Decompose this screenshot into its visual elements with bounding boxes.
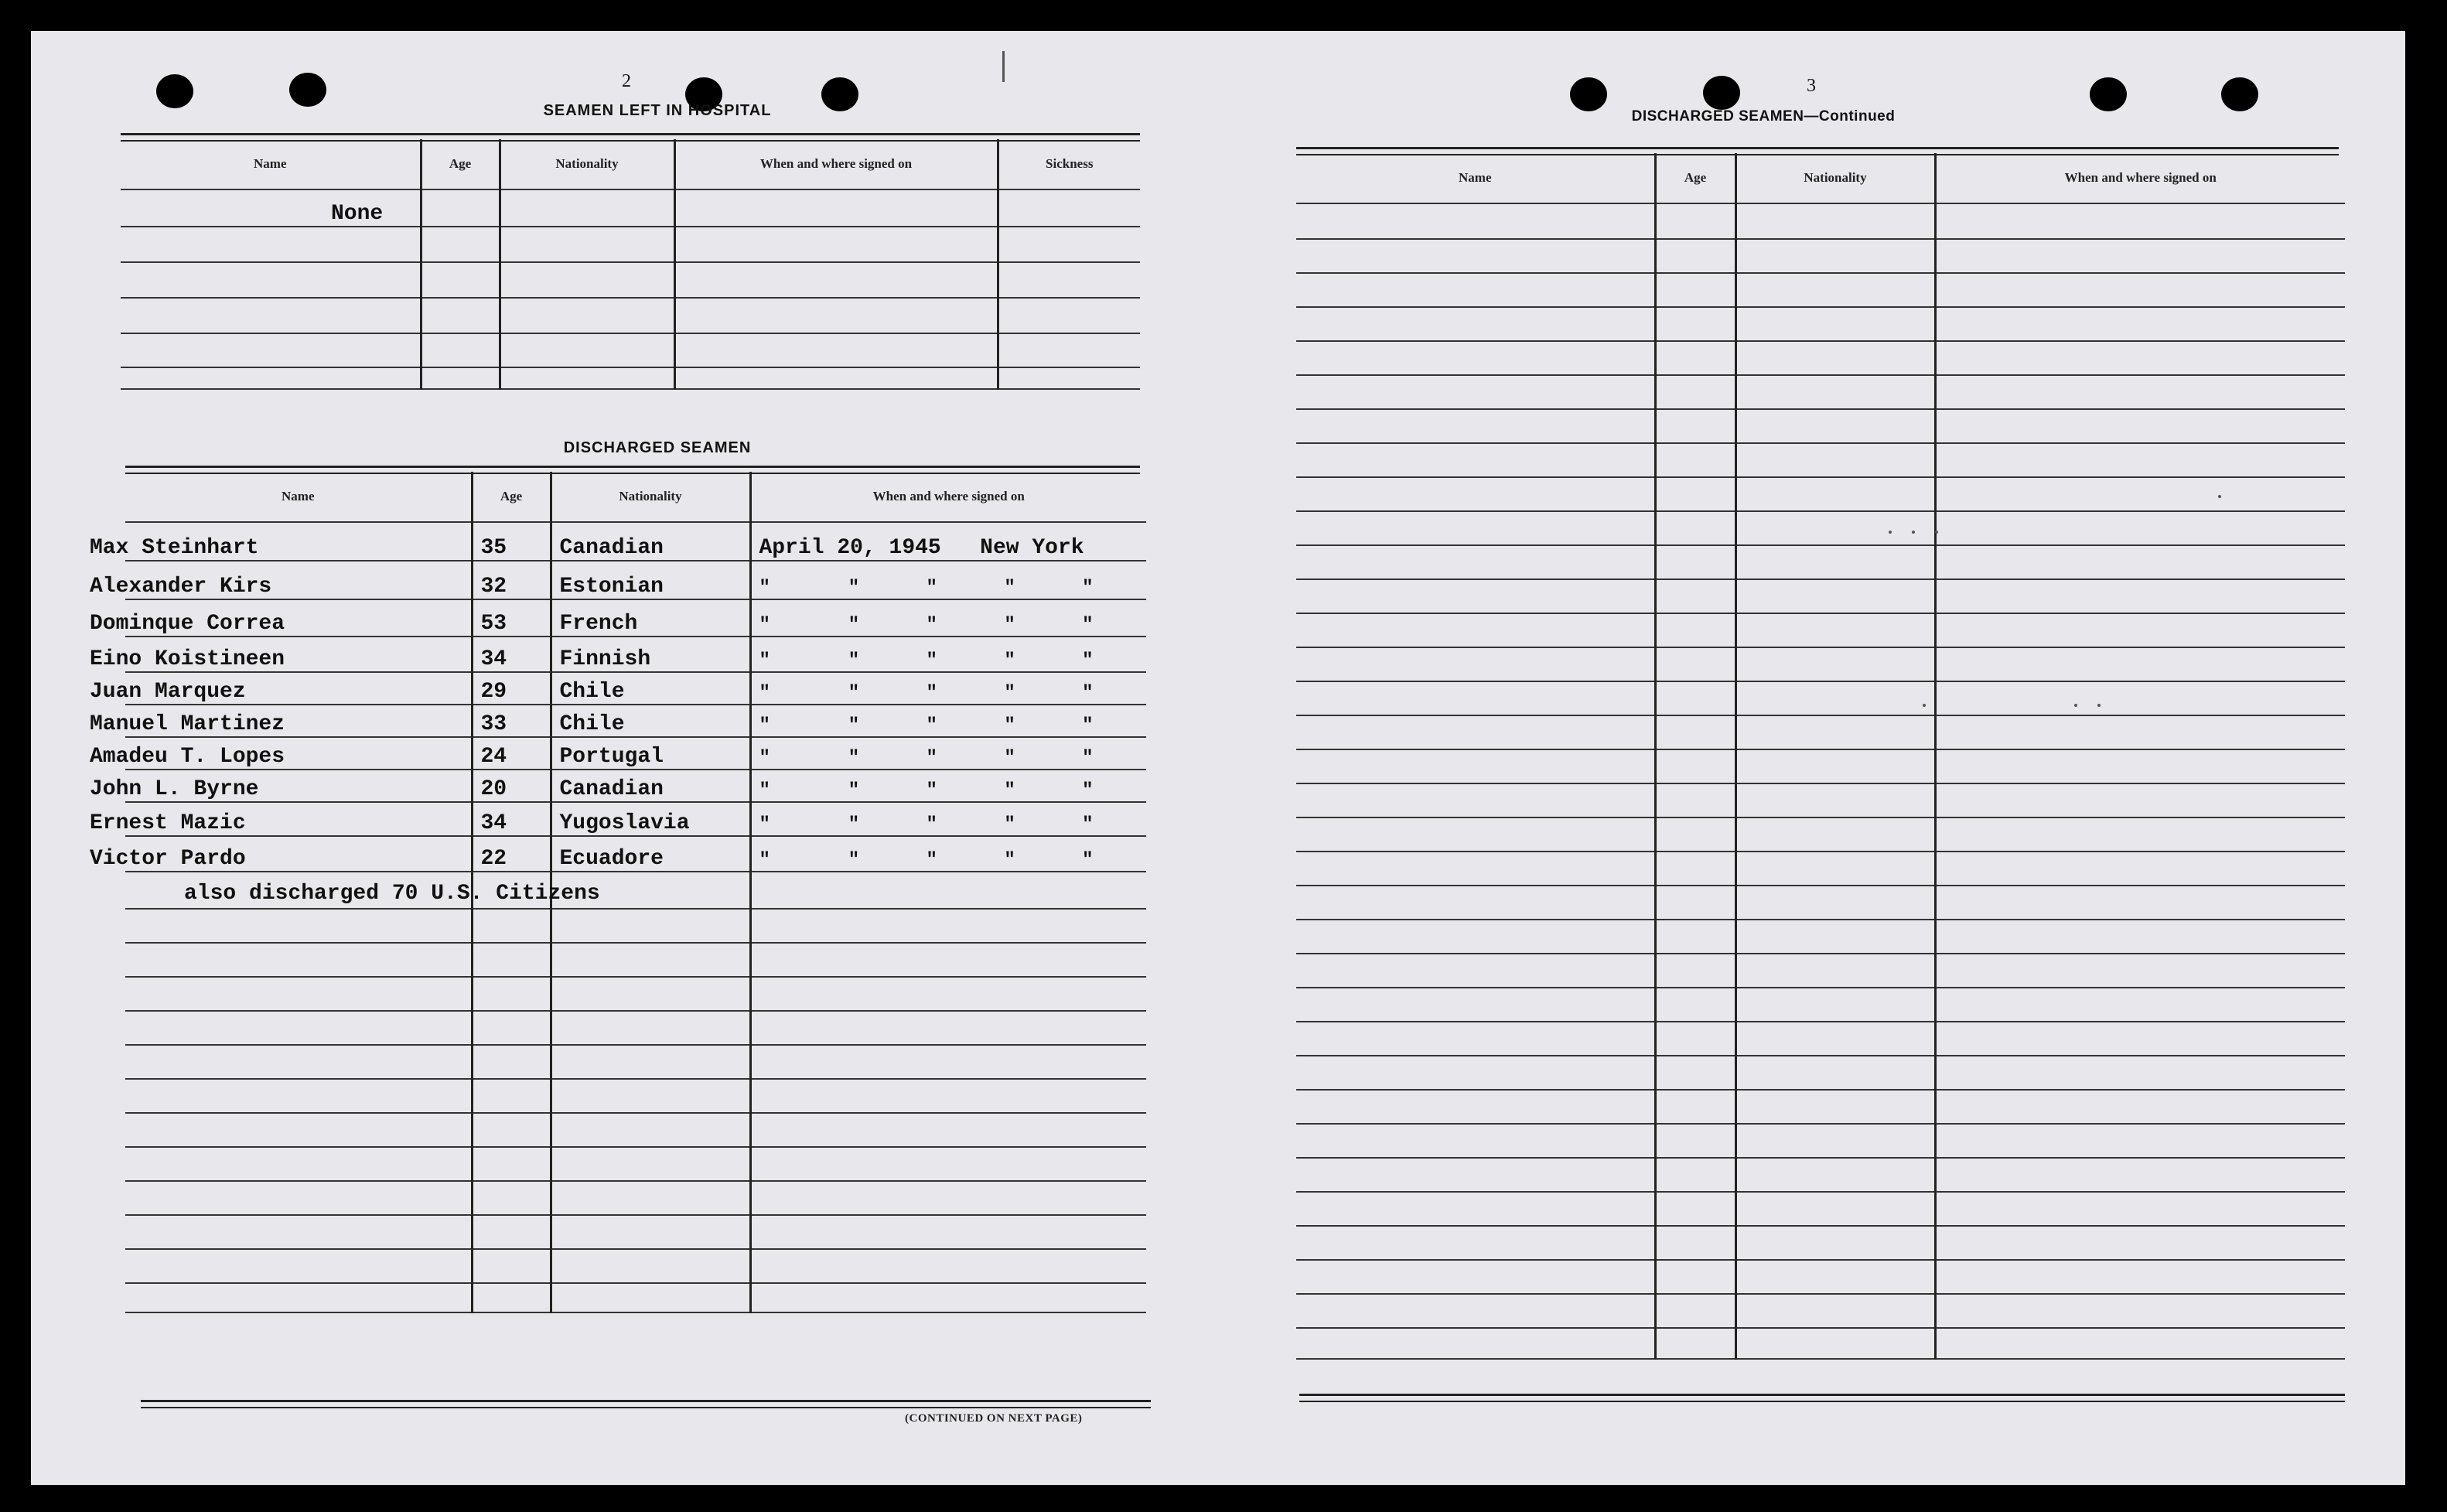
seaman-nationality: French — [551, 599, 750, 637]
seaman-name: Eino Koistineen — [90, 637, 436, 672]
left-page-number: 2 — [622, 71, 631, 91]
seaman-signed-on: " " " " " — [750, 599, 1146, 637]
continued-col-nationality: Nationality — [1735, 153, 1935, 203]
scan-speck — [1889, 531, 1892, 534]
scan-speck — [2218, 495, 2221, 498]
seaman-signed-on: " " " " " — [750, 705, 1146, 737]
seaman-name: Amadeu T. Lopes — [90, 737, 436, 770]
continued-col-signed-on: When and where signed on — [1935, 153, 2345, 203]
seaman-nationality: Ecuadore — [551, 836, 750, 872]
seaman-age: 20 — [472, 770, 551, 802]
table-row — [125, 637, 1146, 672]
table-row — [125, 705, 1146, 737]
seaman-nationality: Chile — [551, 672, 750, 705]
seaman-name: Ernest Mazic — [90, 802, 436, 836]
seaman-name: John L. Byrne — [90, 770, 436, 802]
binder-hole-6 — [1703, 76, 1740, 110]
seaman-signed-on: " " " " " — [750, 836, 1146, 872]
seaman-nationality: Chile — [551, 705, 750, 737]
table-row — [125, 672, 1146, 705]
hospital-col-age: Age — [421, 139, 500, 189]
seaman-signed-on: " " " " " — [750, 802, 1146, 836]
seaman-age: 22 — [472, 836, 551, 872]
binder-hole-5 — [1570, 77, 1607, 111]
discharged-col-signed-on: When and where signed on — [750, 472, 1146, 522]
hospital-section-title: SEAMEN LEFT IN HOSPITAL — [543, 102, 772, 119]
continued-footer: (CONTINUED ON NEXT PAGE) — [905, 1412, 1083, 1425]
hospital-col-signed-on: When and where signed on — [674, 139, 998, 189]
document-sheet — [31, 31, 2405, 1485]
seaman-signed-on: " " " " " — [750, 637, 1146, 672]
right-page-title: DISCHARGED SEAMEN—Continued — [1631, 108, 1896, 125]
seaman-age: 32 — [472, 561, 551, 599]
seaman-nationality: Finnish — [551, 637, 750, 672]
binder-hole-7 — [2090, 77, 2127, 111]
seaman-signed-on: " " " " " — [750, 737, 1146, 770]
also-discharged-note: also discharged 70 U.S. Citizens — [184, 882, 600, 906]
table-row — [125, 770, 1146, 802]
seaman-nationality: Canadian — [551, 770, 750, 802]
table-row — [125, 599, 1146, 637]
table-row — [125, 836, 1146, 872]
seaman-age: 34 — [472, 802, 551, 836]
hospital-col-nationality: Nationality — [500, 139, 674, 189]
seaman-signed-on: " " " " " — [750, 770, 1146, 802]
continued-col-name: Name — [1296, 153, 1655, 203]
table-row — [125, 737, 1146, 770]
binder-hole-8 — [2221, 77, 2258, 111]
seaman-age: 24 — [472, 737, 551, 770]
hospital-table — [121, 139, 1140, 390]
seaman-signed-on: " " " " " — [750, 561, 1146, 599]
discharged-table-bottom-rule — [141, 1400, 1151, 1408]
seaman-name: Manuel Martinez — [90, 705, 436, 737]
seaman-signed-on: " " " " " — [750, 672, 1146, 705]
seaman-nationality: Yugoslavia — [551, 802, 750, 836]
right-table-bottom-rule — [1299, 1394, 2345, 1402]
seaman-age: 53 — [472, 599, 551, 637]
seaman-name: Juan Marquez — [90, 672, 436, 705]
discharged-col-name: Name — [125, 472, 472, 522]
table-row — [125, 561, 1146, 599]
seaman-name: Max Steinhart — [90, 522, 436, 561]
table-row — [125, 802, 1146, 836]
continued-col-age: Age — [1655, 153, 1735, 203]
seaman-age: 29 — [472, 672, 551, 705]
seaman-age: 33 — [472, 705, 551, 737]
binder-hole-1 — [156, 74, 193, 108]
seaman-nationality: Canadian — [551, 522, 750, 561]
binder-hole-2 — [289, 73, 326, 107]
scan-speck — [2074, 704, 2077, 707]
seaman-age: 34 — [472, 637, 551, 672]
seaman-signed-on: April 20, 1945 New York — [750, 522, 1146, 561]
scan-speck — [2097, 704, 2101, 707]
table-row — [125, 522, 1146, 561]
scan-speck — [1912, 531, 1915, 534]
seaman-name: Alexander Kirs — [90, 561, 436, 599]
seaman-nationality: Estonian — [551, 561, 750, 599]
right-page-number: 3 — [1807, 76, 1816, 96]
seaman-nationality: Portugal — [551, 737, 750, 770]
seaman-name: Dominque Correa — [90, 599, 436, 637]
continued-table — [1296, 153, 2345, 1360]
seaman-age: 35 — [472, 522, 551, 561]
seaman-name: Victor Pardo — [90, 836, 436, 872]
hospital-col-name: Name — [121, 139, 421, 189]
scan-speck — [1002, 51, 1005, 82]
discharged-col-nationality: Nationality — [551, 472, 750, 522]
hospital-entry: None — [121, 189, 421, 227]
discharged-col-age: Age — [472, 472, 551, 522]
scan-speck — [1935, 531, 1938, 534]
scan-speck — [1923, 704, 1926, 707]
hospital-col-sickness: Sickness — [998, 139, 1140, 189]
discharged-section-title: DISCHARGED SEAMEN — [563, 439, 752, 456]
